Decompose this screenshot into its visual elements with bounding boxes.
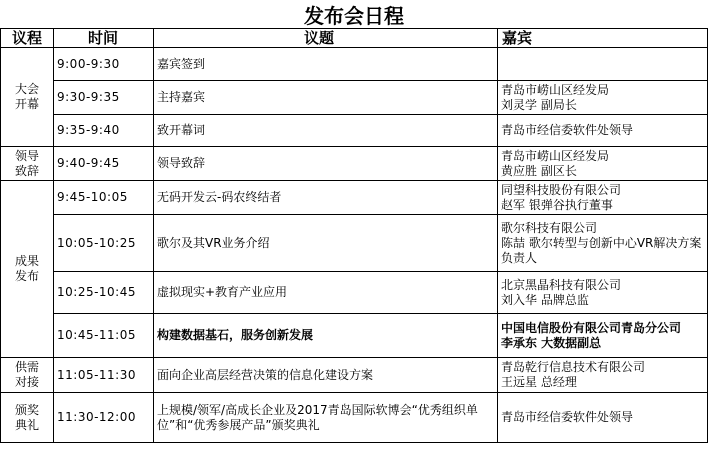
guest-cell: 歌尔科技有限公司 陈喆 歌尔转型与创新中心VR解决方案负责人 xyxy=(498,215,708,272)
session-cell: 领导 致辞 xyxy=(1,147,54,181)
topic-cell: 构建数据基石，服务创新发展 xyxy=(154,314,498,358)
topic-cell: 歌尔及其VR业务介绍 xyxy=(154,215,498,272)
time-cell: 10:05-10:25 xyxy=(54,215,154,272)
time-cell: 9:40-9:45 xyxy=(54,147,154,181)
header-time: 时间 xyxy=(54,29,154,48)
table-row xyxy=(1,215,708,272)
topic-cell: 面向企业高层经营决策的信息化建设方案 xyxy=(154,358,498,393)
topic-cell: 致开幕词 xyxy=(154,115,498,147)
table-row xyxy=(1,115,708,147)
guest-cell: 同望科技股份有限公司 赵军 银弹谷执行董事 xyxy=(498,181,708,215)
header-guests: 嘉宾 xyxy=(498,29,708,48)
header-session: 议程 xyxy=(1,29,54,48)
time-cell: 9:35-9:40 xyxy=(54,115,154,147)
table-row xyxy=(1,314,708,358)
topic-cell: 主持嘉宾 xyxy=(154,81,498,115)
table-row xyxy=(1,81,708,115)
guest-cell: 青岛市崂山区经发局 刘灵学 副局长 xyxy=(498,81,708,115)
time-cell: 9:45-10:05 xyxy=(54,181,154,215)
schedule-table xyxy=(0,28,708,443)
header-row xyxy=(1,29,708,48)
guest-cell: 青岛市崂山区经发局 黄应胜 副区长 xyxy=(498,147,708,181)
guest-cell: 青岛市经信委软件处领导 xyxy=(498,115,708,147)
table-row xyxy=(1,393,708,443)
table-row xyxy=(1,48,708,81)
table-row xyxy=(1,358,708,393)
session-cell: 大会 开幕 xyxy=(1,48,54,147)
time-cell: 10:45-11:05 xyxy=(54,314,154,358)
guest-cell: 北京黑晶科技有限公司 刘入华 品牌总监 xyxy=(498,272,708,314)
guest-cell: 青岛乾行信息技术有限公司 王远星 总经理 xyxy=(498,358,708,393)
guest-cell: 青岛市经信委软件处领导 xyxy=(498,393,708,443)
session-cell: 颁奖 典礼 xyxy=(1,393,54,443)
time-cell: 11:05-11:30 xyxy=(54,358,154,393)
topic-cell: 领导致辞 xyxy=(154,147,498,181)
table-row xyxy=(1,181,708,215)
topic-cell: 虚拟现实+教育产业应用 xyxy=(154,272,498,314)
session-cell: 成果 发布 xyxy=(1,181,54,358)
topic-cell: 无码开发云-码农终结者 xyxy=(154,181,498,215)
session-cell: 供需 对接 xyxy=(1,358,54,393)
time-cell: 11:30-12:00 xyxy=(54,393,154,443)
table-row xyxy=(1,147,708,181)
guest-cell: 中国电信股份有限公司青岛分公司 李承东 大数据副总 xyxy=(498,314,708,358)
header-topic: 议题 xyxy=(154,29,498,48)
time-cell: 9:30-9:35 xyxy=(54,81,154,115)
topic-cell: 嘉宾签到 xyxy=(154,48,498,81)
topic-cell: 上规模/领军/高成长企业及2017青岛国际软博会“优秀组织单位”和“优秀参展产品”颁奖典礼 xyxy=(154,393,498,443)
guest-cell xyxy=(498,48,708,81)
time-cell: 10:25-10:45 xyxy=(54,272,154,314)
time-cell: 9:00-9:30 xyxy=(54,48,154,81)
page-title: 发布会日程 xyxy=(304,4,404,28)
table-row xyxy=(1,272,708,314)
